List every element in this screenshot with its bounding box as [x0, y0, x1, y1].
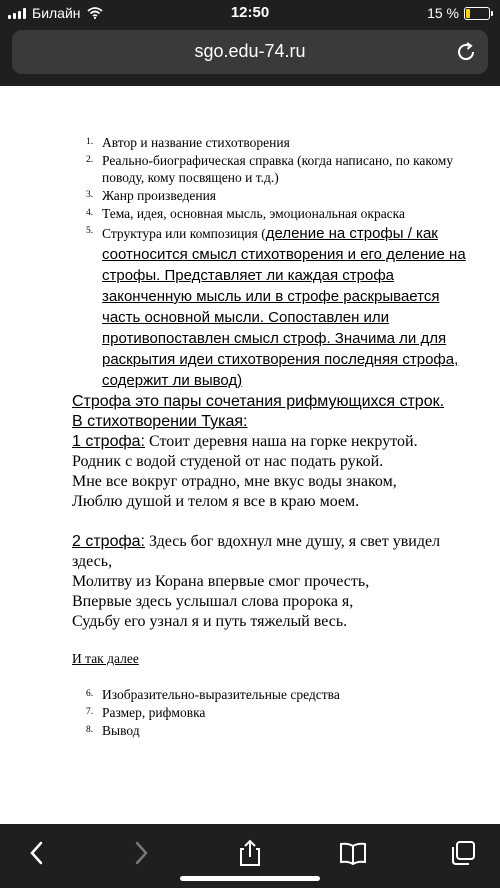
poem-intro: В стихотворении Тукая: [72, 413, 248, 430]
list-item-5: 5. Структура или композиция (деление на строфы / как соотносится смысл стихотворения и его деление на строфы. Представляет ли каждая строфа законченную мысль или в строфе раскрывается часть основной мысли. Сопоставлен или противопоставлен смысл строф. Значима ли для раскрытия идеи стихотворения последняя строфа, содержит ли вывод) [86, 225, 466, 389]
list-item-6: 6. Изобразительно-выразительные средства [86, 687, 340, 702]
bottom-toolbar [0, 824, 500, 888]
clock: 12:50 [230, 4, 270, 21]
list-item-1: 1. Автор и название стихотворения [86, 135, 290, 150]
url-text: sgo.edu-74.ru [194, 41, 306, 61]
stanza-1-label: 1 строфа: [72, 433, 145, 450]
battery-percent: 15 % [427, 5, 459, 21]
stanza-1-line: Люблю душой и телом я все в краю моем. [72, 493, 360, 510]
item5-prefix: Структура или композиция ( [102, 226, 266, 241]
item5-highlight: деление на строфы / как соотносится смысл стихотворения и его деление на строфы. Представляет ли каждая строфа законченную мысль или в строфе раскрывается часть основной мысли. Сопоставлен или противопоставлен смысл строф. Значима ли для раскрытия идеи стихотворения последняя строфа, содержит ли вывод) [102, 225, 466, 389]
stanza-2-line: Молитву из Корана впервые смог прочесть, [72, 573, 370, 590]
back-icon[interactable] [22, 838, 52, 868]
browser-chrome [0, 0, 500, 86]
stanza-2: 2 строфа: Здесь бог вдохнул мне душу, я свет увидел здесь, Молитву из Корана впервые смог прочесть, Впервые здесь услышал слова пророка я, Судьбу его узнал я и путь тяжелый весь. [72, 532, 466, 632]
list-item-2: 2. Реально-биографическая справка (когда написано, по какому поводу, кому посвящено и т.д.) [86, 153, 454, 185]
home-indicator [180, 876, 320, 881]
document-body [72, 134, 466, 740]
stanza-1: 1 строфа: Стоит деревня наша на горке некрутой. Родник с водой студеной от нас подать рукой. Мне все вокруг отрадно, мне вкус воды знаком, Люблю душой и телом я все в краю моем. [72, 432, 466, 512]
stanza-2-line: Впервые здесь услышал слова пророка я, [72, 593, 354, 610]
bookmarks-icon[interactable] [338, 838, 368, 868]
list-item-4: 4. Тема, идея, основная мысль, эмоциональная окраска [86, 206, 406, 221]
and-so-on: И так далее [72, 651, 139, 666]
carrier-label: Билайн [32, 5, 81, 21]
stanza-1-line: Мне все вокруг отрадно, мне вкус воды знаком, [72, 473, 397, 490]
list-item-7: 7. Размер, рифмовка [86, 705, 206, 720]
stanza-2-label: 2 строфа: [72, 533, 145, 550]
stanza-1-line: Родник с водой студеной от нас подать рукой. [72, 453, 384, 470]
tabs-icon[interactable] [448, 838, 478, 868]
stanza-2-line: Судьбу его узнал я и путь тяжелый весь. [72, 613, 348, 630]
status-bar [0, 0, 500, 26]
forward-icon[interactable] [126, 838, 156, 868]
list-item-3: 3. Жанр произведения [86, 188, 217, 203]
battery-icon [464, 7, 490, 20]
share-icon[interactable] [235, 838, 265, 868]
address-bar[interactable] [12, 30, 488, 74]
list-item-8: 8. Вывод [86, 723, 140, 738]
stanza-definition: Строфа это пары сочетания рифмующихся строк. [72, 393, 445, 410]
reload-icon[interactable] [454, 40, 478, 64]
